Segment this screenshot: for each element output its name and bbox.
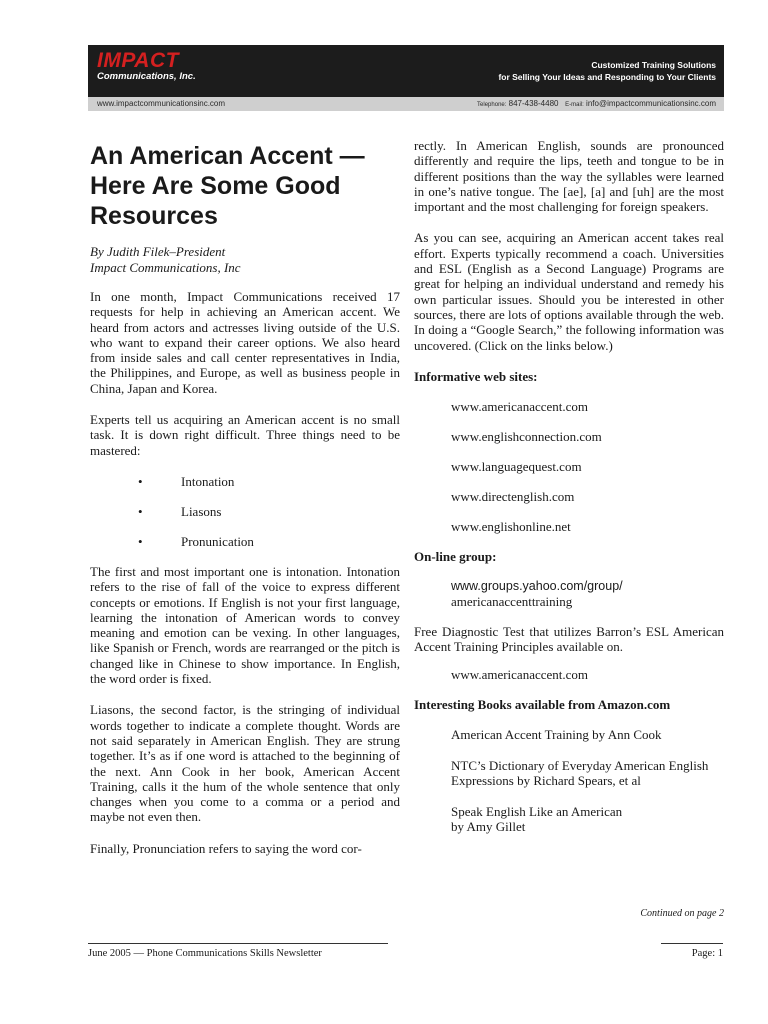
list-item: • Intonation bbox=[138, 473, 235, 489]
tagline bbox=[498, 59, 716, 83]
list-item: • Pronunication bbox=[138, 533, 254, 549]
email-link[interactable]: info@impactcommunicationsinc.com bbox=[586, 99, 716, 108]
online-group-link[interactable]: www.groups.yahoo.com/group/ americanaccenttraining bbox=[451, 578, 623, 610]
article-title: An American Accent —Here Are Some Good Resources bbox=[90, 142, 365, 230]
bullet-icon: • bbox=[138, 473, 143, 489]
web-site-link[interactable]: www.englishconnection.com bbox=[451, 428, 602, 444]
footer-page-number: Page: 1 bbox=[691, 948, 723, 959]
footer-rule-left bbox=[88, 943, 388, 944]
paragraph-sounds: rectly. In American English, sounds are pronounced differently and require the lips, teeth and tongue to be in different positions than the way the syllables were learned in one’s native tongue. The [ae], [a] and [uh] are the most important and the most challenging for foreign speakers. bbox=[414, 138, 724, 215]
byline-author: By Judith Filek–President bbox=[90, 244, 226, 259]
book-item: Speak English Like an American by Amy Gillet bbox=[451, 803, 623, 835]
website-link[interactable]: www.impactcommunicationsinc.com bbox=[97, 99, 226, 108]
logo-subtitle: Communications, Inc. bbox=[97, 71, 196, 82]
byline bbox=[90, 244, 410, 275]
contact-info bbox=[477, 98, 716, 111]
contact-bar bbox=[88, 97, 724, 111]
tagline-line-2: for Selling Your Ideas and Responding to Your Clients bbox=[498, 72, 716, 82]
bullet-icon: • bbox=[138, 503, 143, 519]
left-column bbox=[90, 289, 400, 856]
books-heading: Interesting Books available from Amazon.com bbox=[414, 697, 671, 713]
tagline-line-1: Customized Training Solutions bbox=[591, 60, 716, 70]
bullet-list bbox=[90, 474, 400, 564]
diagnostic-link[interactable]: www.americanaccent.com bbox=[451, 667, 589, 683]
paragraph-experts: Experts tell us acquiring an American accent is no small task. It is down right difficult. Three things need to be mastered: bbox=[90, 412, 400, 458]
logo-title: IMPACT bbox=[97, 49, 179, 72]
right-column bbox=[414, 138, 724, 835]
web-sites-heading: Informative web sites: bbox=[414, 368, 538, 384]
paragraph-effort: As you can see, acquiring an American accent takes real effort. Experts typically recommend a coach. Universities and ESL (English as a Second Language) Programs are great for helping an individual understand and remedy his own particular issues. Should you be interested in other sources, there are lots of options available through the web. In doing a “Google Search,” the following information was uncovered. (Click on the links below.) bbox=[414, 230, 724, 353]
email-label: E-mail: bbox=[565, 102, 584, 108]
phone-number: 847-438-4480 bbox=[508, 99, 559, 108]
paragraph-intro: In one month, Impact Communications received 17 requests for help in achieving an American accent. We heard from actors and actresses living outside of the U.S. who want to expand their career options. We also heard from inside sales and call center representatives in India, the Philippines, and Europe, as well as business people in China, Japan and Korea. bbox=[90, 289, 400, 396]
web-site-link[interactable]: www.languagequest.com bbox=[451, 458, 582, 474]
masthead bbox=[88, 45, 724, 98]
paragraph-intonation: The first and most important one is intonation. Intonation refers to the rise of fall of the voice to express different concepts or emotions. If English is not your first language, learning the intonation of American words to convey meaning and emotion can be vexing. In other languages, like Spanish or French, words are rearranged or the pitch is changed like in Chinese to show importance. In English, the word order is fixed. bbox=[90, 563, 400, 687]
book-item: NTC’s Dictionary of Everyday American English Expressions by Richard Spears, et al bbox=[451, 757, 709, 789]
online-group-heading: On-line group: bbox=[414, 548, 497, 564]
paragraph-pronunciation: Finally, Pronunciation refers to saying the word cor- bbox=[90, 840, 362, 856]
continued-note: Continued on page 2 bbox=[640, 908, 724, 919]
web-site-link[interactable]: www.englishonline.net bbox=[451, 518, 571, 534]
list-item: • Liasons bbox=[138, 503, 222, 519]
phone-label: Telephone: bbox=[477, 102, 507, 108]
footer-newsletter: June 2005 — Phone Communications Skills Newsletter bbox=[88, 948, 322, 959]
footer-rule-right bbox=[661, 943, 723, 944]
web-site-link[interactable]: www.directenglish.com bbox=[451, 488, 575, 504]
book-item: American Accent Training by Ann Cook bbox=[451, 727, 662, 743]
web-site-link[interactable]: www.americanaccent.com bbox=[451, 398, 589, 414]
paragraph-liasons: Liasons, the second factor, is the stringing of individual words together to indicate a complete thought. Words are not said separately in American English. They are strung together. It’s as if one word is attached to the beginning of the next. Ann Cook in her book, American Accent Training, calls it the hum of the whole sentence that only changes when you come to a comma or a period and maybe not even then. bbox=[90, 702, 400, 825]
byline-company: Impact Communications, Inc bbox=[90, 259, 241, 275]
bullet-icon: • bbox=[138, 533, 143, 549]
diagnostic-text: Free Diagnostic Test that utilizes Barron’s ESL American Accent Training Principles available on. bbox=[414, 623, 724, 655]
